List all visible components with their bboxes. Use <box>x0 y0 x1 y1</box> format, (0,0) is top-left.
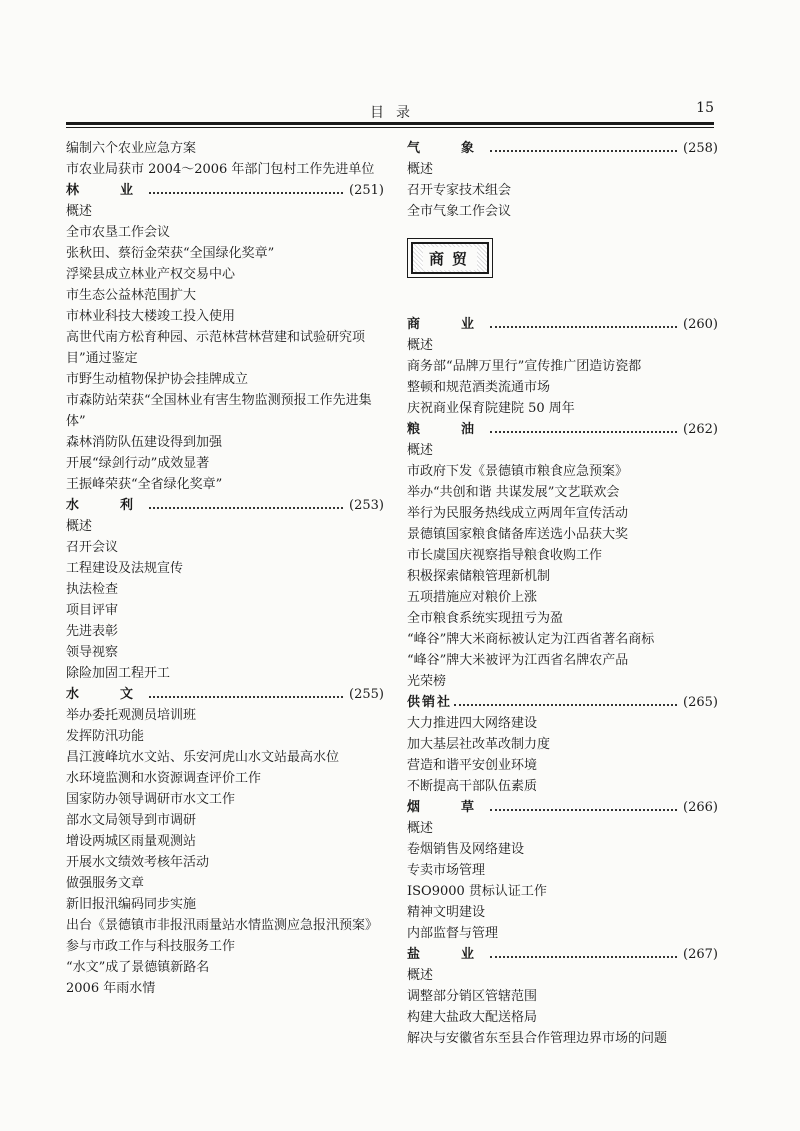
toc-entry: ISO9000 贯标认证工作 <box>407 884 547 899</box>
toc-entry: 概述 <box>407 821 434 836</box>
toc-entry: 解决与安徽省东至县合作管理边界市场的问题 <box>407 1031 668 1046</box>
toc-entry: 王振峰荣获“全省绿化奖章” <box>66 477 223 492</box>
section-commerce <box>407 314 718 419</box>
toc-entry: 市野生动植物保护协会挂牌成立 <box>66 372 249 387</box>
toc-entry: 概述 <box>407 338 434 353</box>
toc-entry: 2006 年雨水情 <box>66 981 156 996</box>
section-heading <box>66 180 384 201</box>
toc-entry: “水文”成了景德镇新路名 <box>66 960 210 975</box>
toc-entry: 积极探索储粮管理新机制 <box>407 569 551 584</box>
toc-entry: 举办委托观测员培训班 <box>66 708 197 723</box>
section-name: 林 业 <box>66 183 148 198</box>
section-heading <box>66 495 384 516</box>
toc-entry: 先进表彰 <box>66 624 119 639</box>
toc-entry: 专卖市场管理 <box>407 863 486 878</box>
toc-entry: 工程建设及法规宣传 <box>66 561 184 576</box>
toc-entry: 五项措施应对粮价上涨 <box>407 590 538 605</box>
toc-entry: 市林业科技大楼竣工投入使用 <box>66 309 236 324</box>
toc-entry: 水环境监测和水资源调查评价工作 <box>66 771 262 786</box>
toc-entry: 卷烟销售及网络建设 <box>407 842 525 857</box>
leader-dots <box>149 191 343 194</box>
header-rule-thin <box>66 127 714 128</box>
toc-entry: 市农业局获市 2004～2006 年部门包村工作先进单位 <box>66 162 375 177</box>
left-column <box>66 138 384 999</box>
section-heading <box>407 692 718 713</box>
toc-entry: 概述 <box>407 162 434 177</box>
leader-dots <box>490 149 677 152</box>
toc-entry: 召开会议 <box>66 540 119 555</box>
page-number: 15 <box>696 100 714 116</box>
toc-entry: 高世代南方松育种园、示范林营林营建和试验研究项目”通过鉴定 <box>66 330 366 366</box>
category-heading <box>407 238 493 278</box>
section-page: (255) <box>349 687 384 702</box>
section-name: 商 业 <box>407 317 489 332</box>
toc-entry: 开展“绿剑行动”成效显著 <box>66 456 210 471</box>
section-forestry <box>66 180 384 495</box>
toc-entry: 市政府下发《景德镇市粮食应急预案》 <box>407 464 629 479</box>
toc-entry: 新旧报汛编码同步实施 <box>66 897 197 912</box>
toc-entry: 举办“共创和谐 共谋发展”文艺联欢会 <box>407 485 620 500</box>
toc-entry: 张秋田、蔡衍金荣获“全国绿化奖章” <box>66 246 275 261</box>
toc-entry: 市长虞国庆视察指导粮食收购工作 <box>407 548 603 563</box>
section-heading <box>407 944 718 965</box>
toc-entry: 商务部“品牌万里行”宣传推广团造访瓷都 <box>407 359 642 374</box>
toc-entry: “峰谷”牌大米商标被认定为江西省著名商标 <box>407 632 655 647</box>
toc-entry: 除险加固工程开工 <box>66 666 171 681</box>
section-page: (253) <box>349 498 384 513</box>
section-page: (265) <box>683 695 718 710</box>
leader-dots <box>454 703 677 706</box>
toc-entry: 庆祝商业保育院建院 50 周年 <box>407 401 575 416</box>
header-title: 目录 <box>370 105 422 121</box>
toc-entry: 森林消防队伍建设得到加强 <box>66 435 223 450</box>
toc-entry: 召开专家技术组会 <box>407 183 512 198</box>
toc-entry: 市生态公益林范围扩大 <box>66 288 197 303</box>
toc-entry: 营造和谐平安创业环境 <box>407 758 538 773</box>
toc-entry: 执法检查 <box>66 582 119 597</box>
toc-entry: 做强服务文章 <box>66 876 145 891</box>
category-label: 商贸 <box>423 247 477 270</box>
section-weather <box>407 138 718 222</box>
toc-entry: 大力推进四大网络建设 <box>407 716 538 731</box>
section-heading <box>407 314 718 335</box>
toc-entry: 光荣榜 <box>407 674 447 689</box>
toc-entry: 整顿和规范酒类流通市场 <box>407 380 551 395</box>
toc-entry: 国家防办领导调研市水文工作 <box>66 792 236 807</box>
toc-entry: 举行为民服务热线成立两周年宣传活动 <box>407 506 629 521</box>
toc-entry: 发挥防汛功能 <box>66 729 145 744</box>
section-hydrology <box>66 684 384 999</box>
toc-entry: 概述 <box>66 519 93 534</box>
toc-entry: 参与市政工作与科技服务工作 <box>66 939 236 954</box>
toc-entry: 景德镇国家粮食储备库送选小品获大奖 <box>407 527 629 542</box>
toc-entry: 不断提高干部队伍素质 <box>407 779 538 794</box>
section-heading <box>66 684 384 705</box>
toc-entry: 内部监督与管理 <box>407 926 499 941</box>
toc-entry: 项目评审 <box>66 603 119 618</box>
leader-dots <box>149 506 343 509</box>
section-heading <box>407 419 718 440</box>
section-name: 烟 草 <box>407 800 489 815</box>
toc-entry: 市森防站荣获“全国林业有害生物监测预报工作先进集体” <box>66 393 372 429</box>
toc-entry: 领导视察 <box>66 645 119 660</box>
right-column <box>407 138 718 1049</box>
section-name: 粮 油 <box>407 422 489 437</box>
toc-entry: 精神文明建设 <box>407 905 486 920</box>
section-tobacco <box>407 797 718 944</box>
intro-list <box>66 138 384 180</box>
leader-dots <box>490 325 677 328</box>
section-grain <box>407 419 718 692</box>
section-name: 水 利 <box>66 498 148 513</box>
header-rule-thick <box>66 122 714 125</box>
toc-entry: 概述 <box>66 204 93 219</box>
section-salt <box>407 944 718 1049</box>
toc-entry: 概述 <box>407 968 434 983</box>
toc-entry: 全市农垦工作会议 <box>66 225 171 240</box>
toc-entry: 昌江渡峰坑水文站、乐安河虎山水文站最高水位 <box>66 750 340 765</box>
section-heading <box>407 138 718 159</box>
section-water <box>66 495 384 684</box>
section-page: (267) <box>683 947 718 962</box>
toc-entry: 全市气象工作会议 <box>407 204 512 219</box>
toc-entry: 全市粮食系统实现扭亏为盈 <box>407 611 564 626</box>
section-name: 水 文 <box>66 687 148 702</box>
toc-entry: 出台《景德镇市非报汛雨量站水情监测应急报汛预案》 <box>66 918 379 933</box>
section-page: (262) <box>683 422 718 437</box>
toc-entry: 编制六个农业应急方案 <box>66 141 197 156</box>
toc-entry: 概述 <box>407 443 434 458</box>
section-page: (266) <box>683 800 718 815</box>
toc-entry: 部水文局领导到市调研 <box>66 813 197 828</box>
leader-dots <box>490 430 677 433</box>
toc-entry: 调整部分销区管辖范围 <box>407 989 538 1004</box>
section-name: 盐 业 <box>407 947 489 962</box>
toc-entry: 增设两城区雨量观测站 <box>66 834 197 849</box>
toc-entry: “峰谷”牌大米被评为江西省名牌农产品 <box>407 653 629 668</box>
toc-entry: 加大基层社改革改制力度 <box>407 737 551 752</box>
toc-entry: 浮梁县成立林业产权交易中心 <box>66 267 236 282</box>
leader-dots <box>490 955 677 958</box>
toc-entry: 构建大盐政大配送格局 <box>407 1010 538 1025</box>
leader-dots <box>490 808 677 811</box>
page-header <box>66 100 714 122</box>
section-name: 供销社 <box>407 695 453 710</box>
section-page: (258) <box>683 141 718 156</box>
leader-dots <box>149 695 343 698</box>
section-page: (260) <box>683 317 718 332</box>
section-name: 气 象 <box>407 141 489 156</box>
section-page: (251) <box>349 183 384 198</box>
toc-entry: 开展水文绩效考核年活动 <box>66 855 210 870</box>
section-heading <box>407 797 718 818</box>
section-supply <box>407 692 718 797</box>
